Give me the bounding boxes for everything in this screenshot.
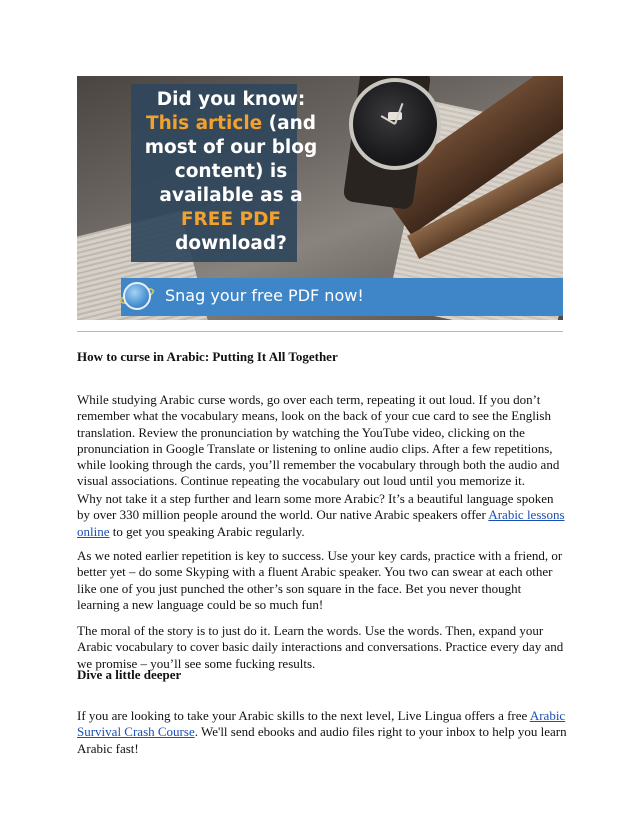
pdf-promo-banner[interactable] bbox=[77, 76, 563, 320]
promo-line-2 bbox=[131, 112, 331, 136]
arabic-survival-crash-course-link[interactable]: Arabic Survival Crash Course bbox=[77, 708, 566, 740]
promo-line-7: download? bbox=[175, 233, 287, 254]
paragraph-learn-more-end: to get you speaking Arabic regularly. bbox=[109, 523, 305, 539]
paragraph-crash-course-text: If you are looking to take your Arabic skills to the next level, Live Lingua offers a free bbox=[77, 708, 530, 723]
paragraph-learn-more bbox=[77, 491, 567, 540]
arabic-lessons-link[interactable]: Arabic lessons online bbox=[77, 507, 565, 539]
promo-line-1: Did you know: bbox=[156, 89, 306, 110]
section-heading-putting-together: How to curse in Arabic: Putting It All Together bbox=[77, 349, 338, 364]
promo-line-5: available as a bbox=[159, 185, 303, 206]
promo-headline bbox=[131, 88, 331, 256]
section-heading-dive-deeper: Dive a little deeper bbox=[77, 667, 182, 682]
paragraph-study-tips: While studying Arabic curse words, go over each term, repeating it out loud. If you don’t remember what the vocabulary means, look on the back of your cue card to see the English translation. Review the pronunciation by watching the YouTube video, clicking on the pronunciation in Google Translate or listening to online audio clips. After a few repetitions, while looking through the cards, you’ll remember the vocabulary through both the audio and visual associations. Continue repeating the vocabulary out loud until you memorize it. bbox=[77, 392, 560, 489]
download-pdf-label[interactable]: Snag your free PDF now! bbox=[165, 286, 364, 305]
globe-icon bbox=[123, 282, 151, 310]
promo-line-2-accent: This article bbox=[145, 113, 263, 134]
paragraph-moral: The moral of the story is to just do it. Learn the words. Use the words. Then, expand your Arabic vocabulary to cover basic daily interactions and conversations. Practice every day and we promise – you’ll see some fucking results. bbox=[77, 623, 564, 671]
promo-line-6: FREE PDF bbox=[180, 209, 282, 230]
promo-line-3: most of our blog bbox=[144, 137, 318, 158]
paragraph-crash-course-end: . We'll send ebooks and audio files right to your inbox to help you learn Arabic fast! bbox=[77, 724, 567, 756]
promo-line-2-rest: (and bbox=[262, 113, 317, 134]
paragraph-crash-course bbox=[77, 708, 567, 757]
paragraph-learn-more-text: Why not take it a step further and learn some more Arabic? It’s a beautiful language spoken by over 330 million people around the world. Our native Arabic speakers offer bbox=[77, 491, 554, 523]
promo-line-4: content) is bbox=[174, 161, 288, 182]
paragraph-repetition: As we noted earlier repetition is key to success. Use your key cards, practice with a friend, or better yet – do some Skyping with a fluent Arabic speaker. You two can swear at each other like one of you just punched the other’s son square in the face. Bet you never thought learning a new language could be so much fun! bbox=[77, 548, 563, 612]
divider bbox=[77, 331, 563, 332]
